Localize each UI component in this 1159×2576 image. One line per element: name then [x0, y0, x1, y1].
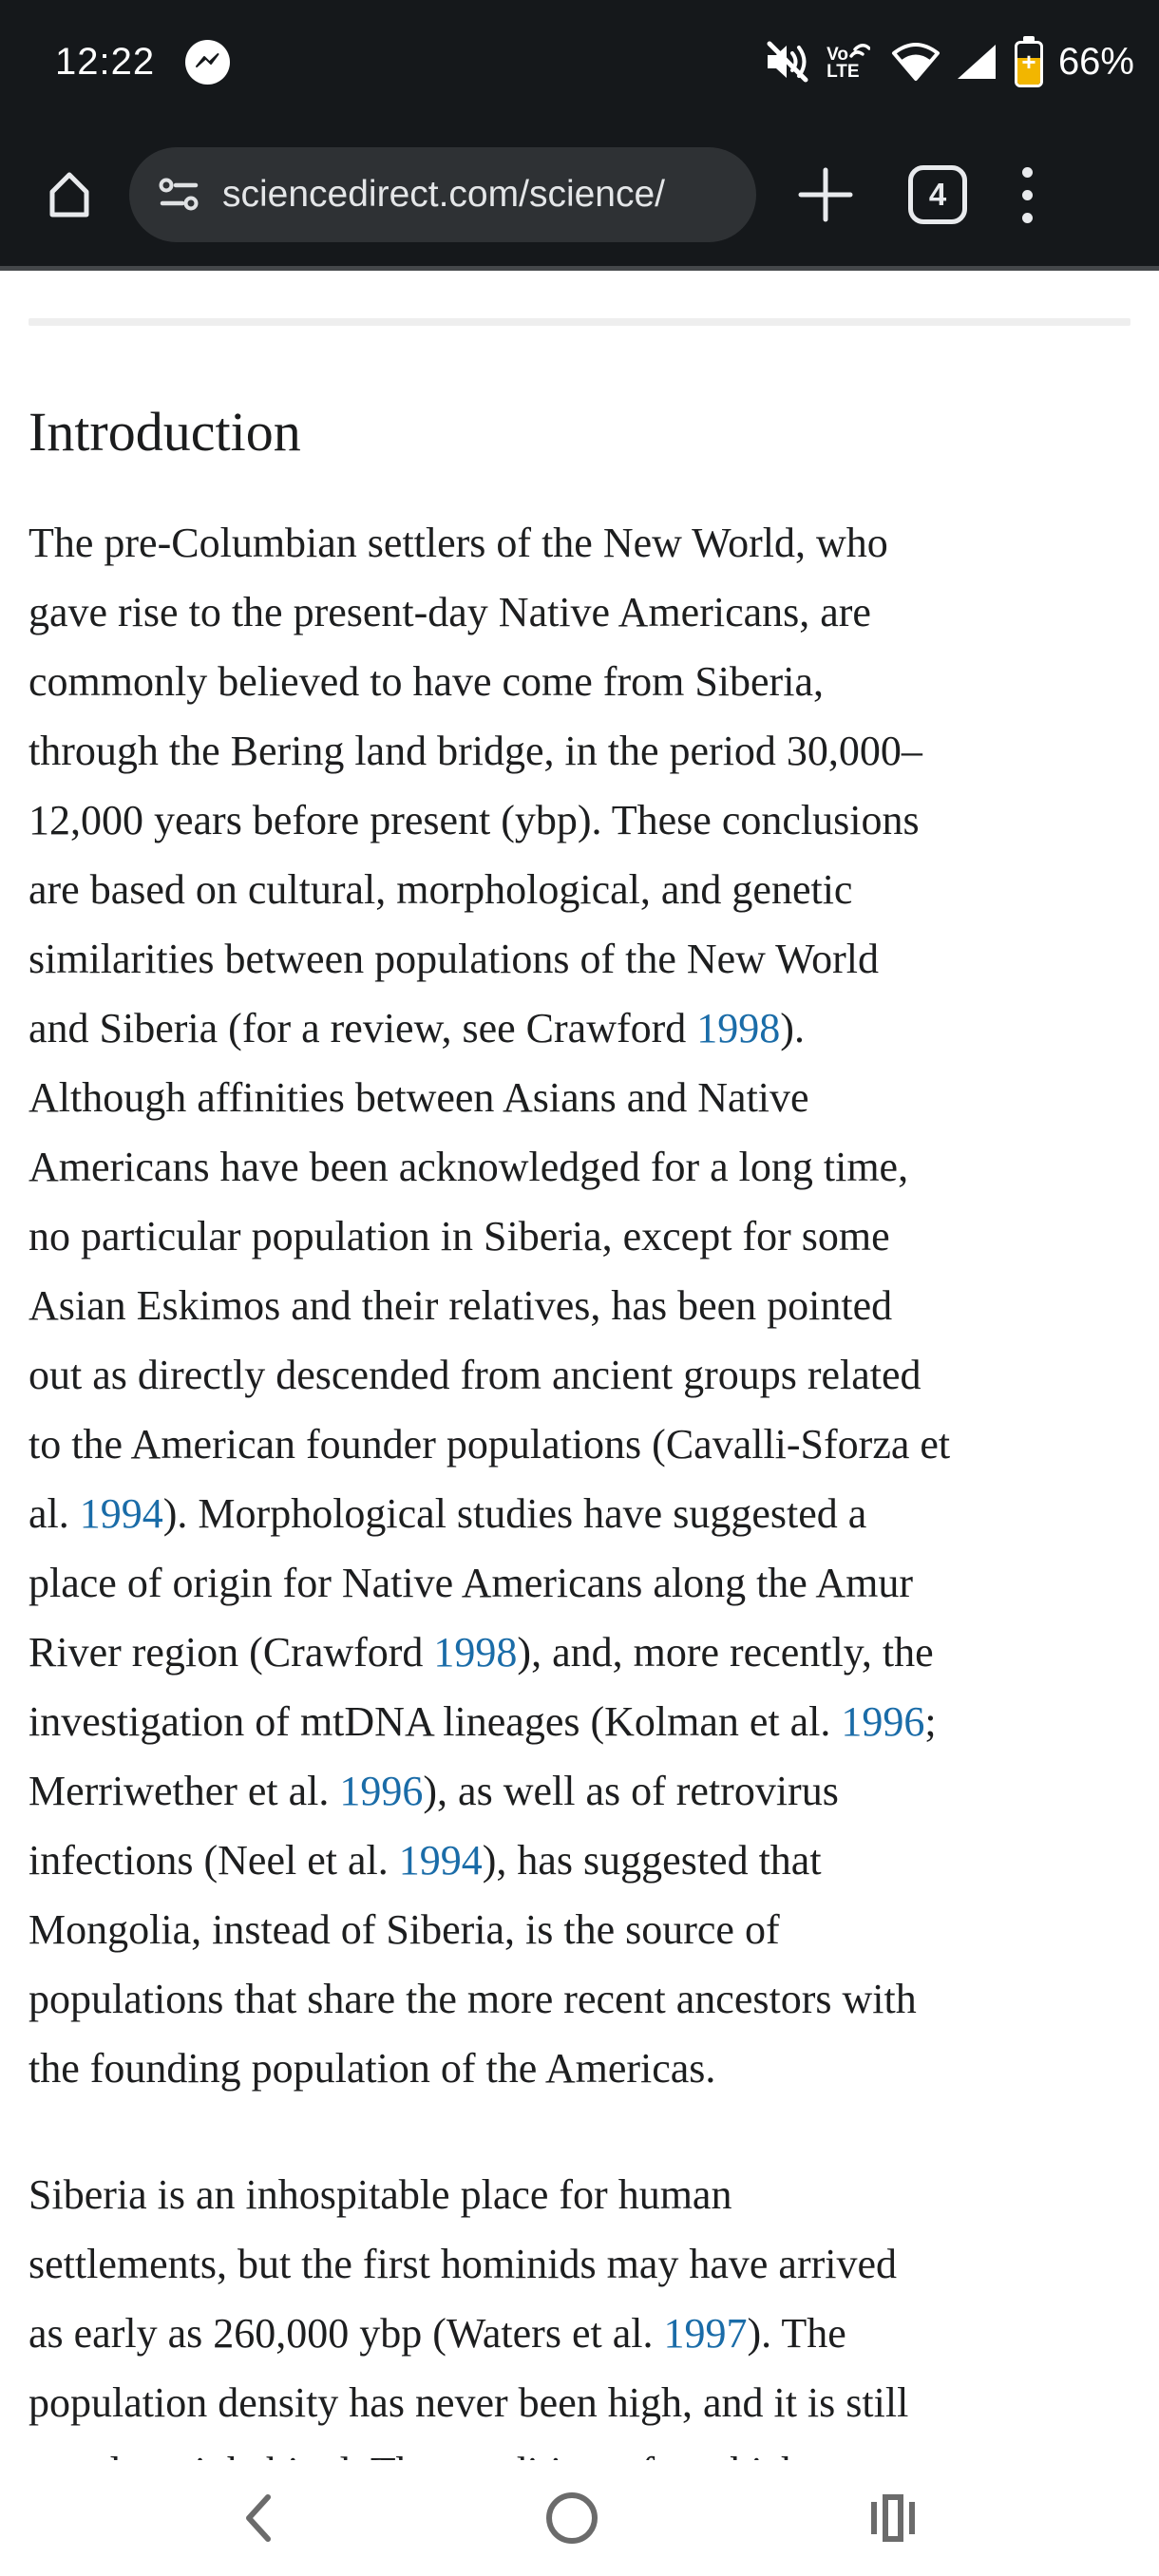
citation-link[interactable]: 1998 — [696, 1005, 781, 1051]
text-segment: Asian Eskimos and their relatives, has been pointed — [28, 1282, 893, 1329]
text-segment: settlements, but the first hominids may have arrived — [28, 2241, 898, 2287]
citation-link[interactable]: 1997 — [663, 2310, 748, 2357]
android-nav-bar — [0, 2460, 1159, 2576]
text-segment: ; — [924, 1698, 937, 1745]
text-line — [28, 855, 1130, 924]
text-segment: investigation of mtDNA lineages (Kolman et al. — [28, 1698, 842, 1745]
battery-saver-icon: + — [1015, 36, 1043, 87]
text-line — [28, 2229, 1130, 2299]
text-line — [28, 2034, 1130, 2103]
site-settings-icon[interactable] — [158, 173, 201, 217]
text-line — [28, 1340, 1130, 1410]
text-segment: gave rise to the present-day Native Americans, are — [28, 589, 871, 635]
article-paragraphs — [28, 508, 1130, 2507]
text-line — [28, 1063, 1130, 1132]
text-segment: are based on cultural, morphological, and genetic — [28, 866, 853, 913]
text-segment: ), has suggested that — [482, 1837, 822, 1884]
text-line — [28, 1618, 1130, 1687]
text-segment: 12,000 years before present (ybp). These conclusions — [28, 797, 920, 843]
text-line — [28, 1271, 1130, 1340]
text-segment: to the American founder populations (Cavalli-Sforza et — [28, 1421, 951, 1468]
tab-count: 4 — [928, 177, 947, 212]
text-line — [28, 578, 1130, 647]
url-bar[interactable] — [129, 147, 756, 242]
text-line — [28, 647, 1130, 716]
text-segment: ), and, more recently, the — [517, 1629, 934, 1676]
text-line — [28, 1895, 1130, 1964]
text-segment: River region (Crawford — [28, 1629, 434, 1676]
text-segment: place of origin for Native Americans along the Amur — [28, 1560, 914, 1606]
text-segment: ). The — [747, 2310, 846, 2357]
text-line — [28, 1410, 1130, 1479]
citation-link[interactable]: 1994 — [79, 1490, 163, 1537]
text-segment: ). Morphological studies have suggested a — [162, 1490, 867, 1537]
text-line — [28, 508, 1130, 578]
browser-toolbar — [0, 123, 1159, 271]
text-line — [28, 924, 1130, 994]
new-tab-button[interactable] — [798, 167, 853, 222]
text-segment: similarities between populations of the New World — [28, 936, 880, 982]
url-text: sciencedirect.com/science/ — [222, 174, 666, 215]
text-line — [28, 1756, 1130, 1826]
text-line — [28, 2160, 1130, 2229]
text-line — [28, 716, 1130, 786]
citation-link[interactable]: 1998 — [433, 1629, 518, 1676]
text-segment: Merriwether et al. — [28, 1768, 340, 1814]
sound-muted-icon — [762, 38, 811, 85]
battery-percent: 66% — [1057, 40, 1134, 83]
volte-icon: Vo LTE — [826, 43, 876, 81]
text-segment: Americans have been acknowledged for a long time, — [28, 1144, 909, 1190]
citation-link[interactable]: 1996 — [339, 1768, 424, 1814]
recents-button[interactable] — [866, 2492, 920, 2544]
text-segment: Siberia is an inhospitable place for human — [28, 2171, 732, 2218]
section-heading: Introduction — [28, 401, 301, 463]
text-line — [28, 786, 1130, 855]
citation-link[interactable]: 1996 — [841, 1698, 925, 1745]
home-nav-button[interactable] — [546, 2492, 598, 2544]
text-segment: Although affinities between Asians and Native — [28, 1074, 809, 1121]
status-bar — [0, 0, 1159, 123]
text-segment: and Siberia (for a review, see Crawford — [28, 1005, 697, 1051]
web-page-content — [0, 271, 1159, 2576]
article-paragraph — [28, 508, 1130, 2103]
text-segment: no particular population in Siberia, except for some — [28, 1213, 890, 1260]
text-line — [28, 1687, 1130, 1756]
section-divider — [28, 318, 1130, 326]
text-segment: the founding population of the Americas. — [28, 2045, 716, 2092]
text-segment: through the Bering land bridge, in the period 30,000– — [28, 728, 922, 774]
wifi-icon — [891, 41, 940, 83]
text-line — [28, 1132, 1130, 1202]
text-segment: population density has never been high, and it is still — [28, 2379, 909, 2426]
article-paragraph — [28, 2160, 1130, 2507]
messenger-notification-icon — [185, 40, 230, 85]
back-button[interactable] — [239, 2491, 277, 2545]
text-segment: Mongolia, instead of Siberia, is the source of — [28, 1906, 780, 1953]
home-button[interactable] — [42, 167, 97, 222]
text-segment: The pre-Columbian settlers of the New World, who — [28, 520, 888, 566]
text-segment: commonly believed to have come from Siberia, — [28, 658, 824, 705]
text-segment: ). — [780, 1005, 805, 1051]
text-line — [28, 994, 1130, 1063]
text-line — [28, 2299, 1130, 2368]
status-icons — [762, 36, 1134, 87]
text-segment: ), as well as of retrovirus — [423, 1768, 839, 1814]
text-line — [28, 1548, 1130, 1618]
citation-link[interactable]: 1994 — [398, 1837, 483, 1884]
text-segment: out as directly descended from ancient groups related — [28, 1352, 922, 1398]
cellular-signal-icon — [956, 43, 998, 81]
text-segment: as early as 260,000 ybp (Waters et al. — [28, 2310, 664, 2357]
text-segment: populations that share the more recent ancestors with — [28, 1976, 917, 2022]
text-segment: infections (Neel et al. — [28, 1837, 399, 1884]
text-line — [28, 2368, 1130, 2437]
text-segment: al. — [28, 1490, 80, 1537]
text-line — [28, 1826, 1130, 1895]
clock: 12:22 — [55, 40, 156, 83]
tab-switcher-button[interactable] — [908, 165, 967, 224]
text-line — [28, 1479, 1130, 1548]
menu-button[interactable] — [1022, 167, 1033, 223]
text-line — [28, 1964, 1130, 2034]
text-line — [28, 1202, 1130, 1271]
